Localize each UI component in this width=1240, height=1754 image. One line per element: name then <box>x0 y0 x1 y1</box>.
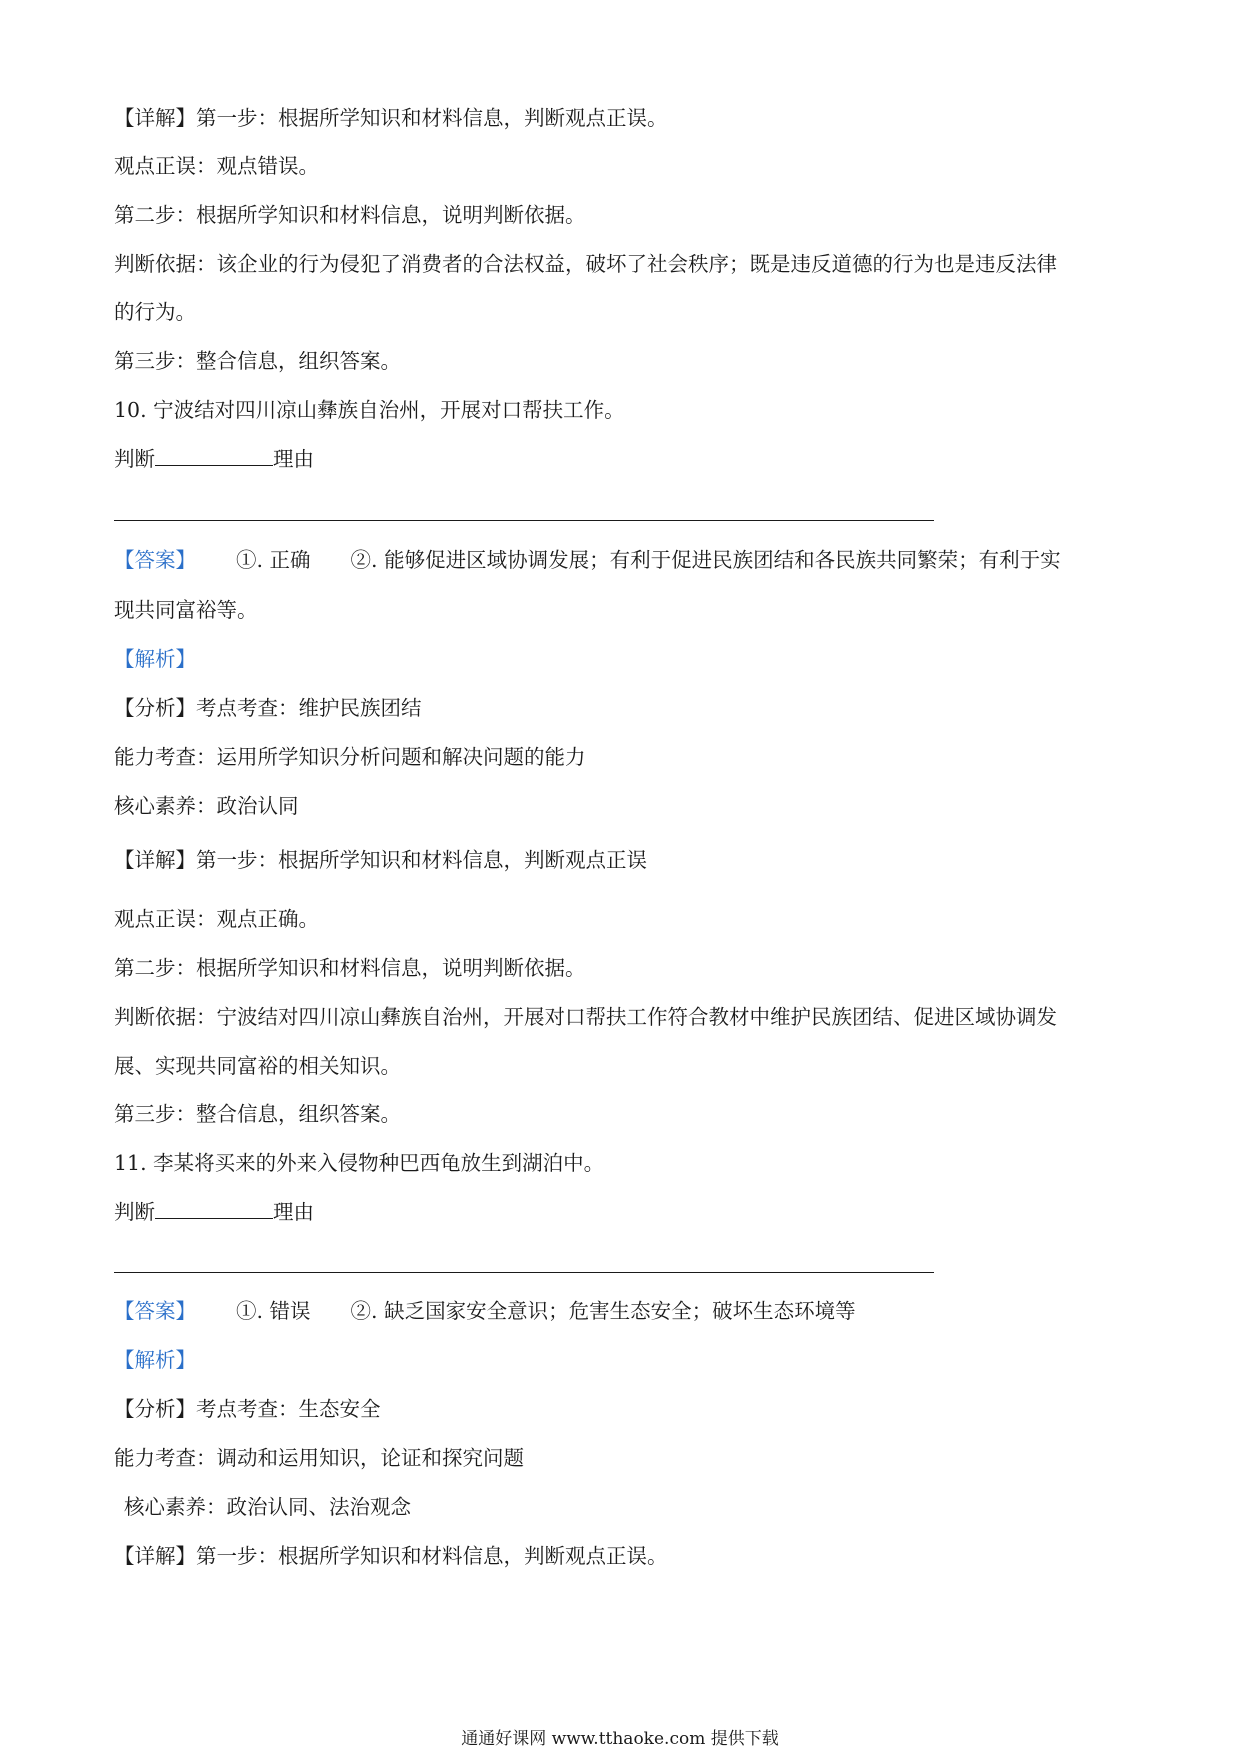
q11-answer-1: ①. 错误 <box>236 1299 311 1323</box>
q9-basis-line1: 判断依据：该企业的行为侵犯了消费者的合法权益，破坏了社会秩序；既是违反道德的行为也是违反法律 <box>114 252 1057 276</box>
q11-answer-tag: 【答案】 <box>114 1299 196 1323</box>
q9-step3: 第三步：整合信息，组织答案。 <box>114 349 401 373</box>
q11-judge-line: 判断 理由 <box>114 1200 314 1224</box>
q10-reason-rule <box>114 520 934 521</box>
q10-fenxi: 【分析】考点考查：维护民族团结 <box>114 696 422 720</box>
q10-answer-tag: 【答案】 <box>114 548 196 572</box>
q11-core: 核心素养：政治认同、法治观念 <box>124 1495 411 1519</box>
q10-core: 核心素养：政治认同 <box>114 794 299 818</box>
q10-answer-line1 <box>114 546 1061 574</box>
q10-basis-line1: 判断依据：宁波结对四川凉山彝族自治州，开展对口帮扶工作符合教材中维护民族团结、促进区域协调发 <box>114 1005 1057 1029</box>
q10-question: 10. 宁波结对四川凉山彝族自治州，开展对口帮扶工作。 <box>114 398 625 422</box>
q10-basis-line2: 展、实现共同富裕的相关知识。 <box>114 1054 401 1078</box>
q11-ability: 能力考查：调动和运用知识，论证和探究问题 <box>114 1446 524 1470</box>
q11-judge-blank[interactable] <box>155 1198 273 1219</box>
q9-detail-step1: 【详解】第一步：根据所学知识和材料信息，判断观点正误。 <box>114 106 668 130</box>
q10-answer-1: ①. 正确 <box>236 548 311 572</box>
q11-answer-2: ②. 缺乏国家安全意识；危害生态安全；破坏生态环境等 <box>350 1299 856 1323</box>
q11-detail-step1: 【详解】第一步：根据所学知识和材料信息，判断观点正误。 <box>114 1544 668 1568</box>
q9-view: 观点正误：观点错误。 <box>114 154 319 178</box>
q10-judge-blank[interactable] <box>155 445 273 466</box>
q10-step2: 第二步：根据所学知识和材料信息，说明判断依据。 <box>114 956 586 980</box>
q10-answer-2: ②. 能够促进区域协调发展；有利于促进民族团结和各民族共同繁荣；有利于实 <box>350 548 1061 572</box>
q10-analysis-tag: 【解析】 <box>114 647 196 671</box>
q10-step3: 第三步：整合信息，组织答案。 <box>114 1102 401 1126</box>
q11-fenxi: 【分析】考点考查：生态安全 <box>114 1397 381 1421</box>
q11-question: 11. 李某将买来的外来入侵物种巴西龟放生到湖泊中。 <box>114 1151 605 1175</box>
q10-ability: 能力考查：运用所学知识分析问题和解决问题的能力 <box>114 745 586 769</box>
q9-basis-line2: 的行为。 <box>114 300 196 324</box>
q10-answer-line2: 现共同富裕等。 <box>114 598 258 622</box>
q9-step2: 第二步：根据所学知识和材料信息，说明判断依据。 <box>114 203 586 227</box>
q11-reason-rule <box>114 1272 934 1273</box>
q11-analysis-tag: 【解析】 <box>114 1348 196 1372</box>
q10-detail-step1: 【详解】第一步：根据所学知识和材料信息，判断观点正误 <box>114 848 647 872</box>
q10-view: 观点正误：观点正确。 <box>114 907 319 931</box>
q11-answer-line <box>114 1297 856 1325</box>
q10-judge-line: 判断 理由 <box>114 447 314 471</box>
footer-watermark: 通通好课网 www.tthaoke.com 提供下载 <box>461 1729 779 1749</box>
